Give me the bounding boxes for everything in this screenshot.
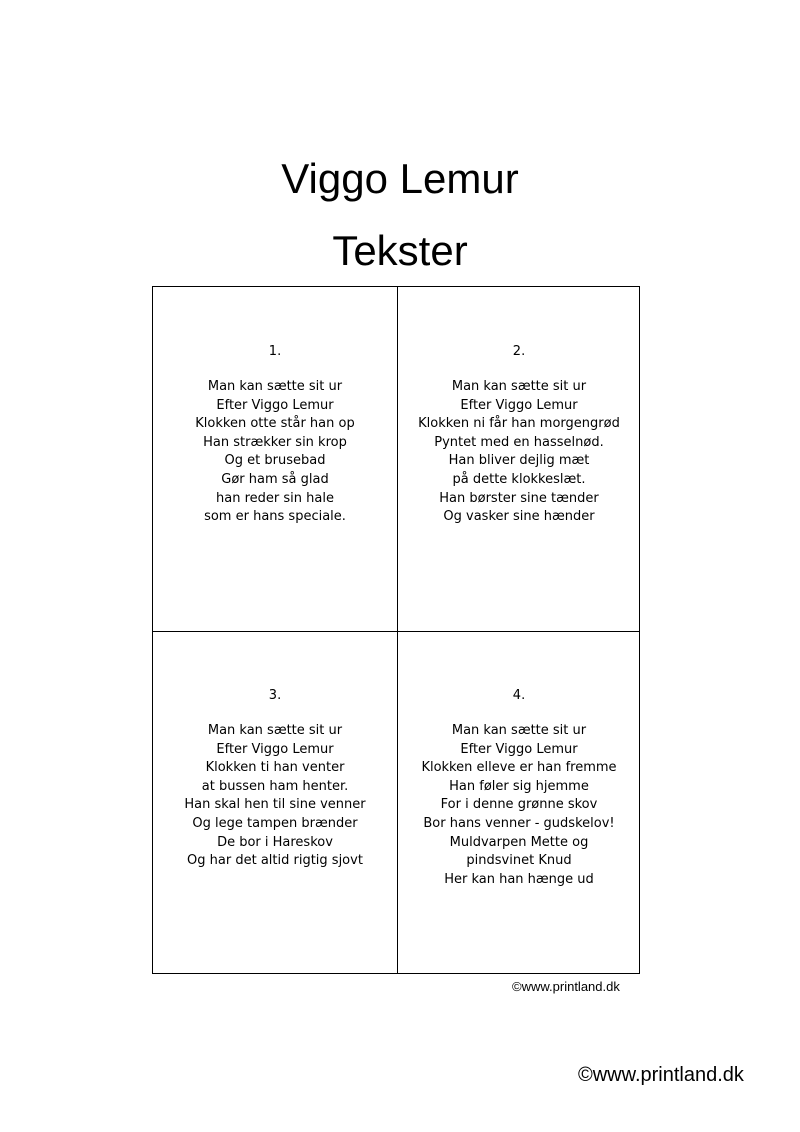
verse-number: 3. (268, 688, 282, 703)
verse-number: 1. (268, 344, 282, 359)
verse-card-4 (397, 631, 641, 975)
verse-card-3 (153, 631, 397, 975)
verse-line: Muldvarpen Mette og (449, 834, 589, 850)
verse-line: Og et brusebad (224, 453, 326, 469)
verse-line: Efter Viggo Lemur (460, 397, 578, 413)
verse-number: 4. (512, 688, 526, 703)
verse-line: Efter Viggo Lemur (460, 741, 578, 757)
verse-line: Han strækker sin krop (203, 434, 347, 450)
verse-lines (397, 722, 641, 889)
credit-large: ©www.printland.dk (578, 1064, 744, 1086)
verse-line: For i denne grønne skov (440, 797, 598, 813)
verse-card-1 (153, 287, 397, 631)
verse-line: som er hans speciale. (204, 509, 346, 525)
verse-line: Og vasker sine hænder (443, 509, 595, 525)
verse-line: Han børster sine tænder (439, 490, 599, 506)
credit-small: ©www.printland.dk (512, 979, 620, 994)
verse-line: Han skal hen til sine venner (184, 797, 366, 813)
verse-card-2 (397, 287, 641, 631)
verse-line: Her kan han hænge ud (444, 871, 594, 887)
verse-line: Man kan sætte sit ur (207, 723, 343, 738)
verse-line: Bor hans venner - gudskelov! (423, 815, 615, 831)
verse-line: Man kan sætte sit ur (451, 723, 587, 738)
verse-line: at bussen ham henter. (201, 778, 349, 794)
verse-line: Og har det altid rigtig sjovt (187, 853, 363, 869)
verse-lines (397, 378, 641, 527)
verse-line: Man kan sætte sit ur (207, 379, 343, 394)
verse-line: Pyntet med en hasselnød. (434, 434, 604, 450)
verse-lines (153, 378, 397, 527)
page-subtitle: Tekster (332, 227, 468, 274)
page-title: Viggo Lemur (281, 155, 519, 202)
verse-line: pindsvinet Knud (466, 853, 572, 869)
verse-line: Han bliver dejlig mæt (448, 453, 590, 469)
verse-line: Og lege tampen brænder (192, 815, 358, 831)
verse-line: Klokken ni får han morgengrød (418, 416, 620, 432)
verse-line: Klokken ti han venter (205, 760, 345, 776)
verse-line: Efter Viggo Lemur (216, 741, 334, 757)
verse-line: Han føler sig hjemme (449, 778, 589, 794)
verse-line: Klokken elleve er han fremme (421, 760, 617, 776)
verse-line: han reder sin hale (216, 490, 334, 506)
verse-line: Efter Viggo Lemur (216, 397, 334, 413)
verse-line: Man kan sætte sit ur (451, 379, 587, 394)
verse-line: De bor i Hareskov (217, 834, 333, 850)
verse-lines (153, 722, 397, 871)
verse-number: 2. (512, 344, 526, 359)
verse-line: Klokken otte står han op (195, 416, 355, 432)
verse-line: Gør ham så glad (221, 471, 329, 487)
verse-line: på dette klokkeslæt. (452, 471, 586, 487)
verse-grid (152, 286, 640, 974)
